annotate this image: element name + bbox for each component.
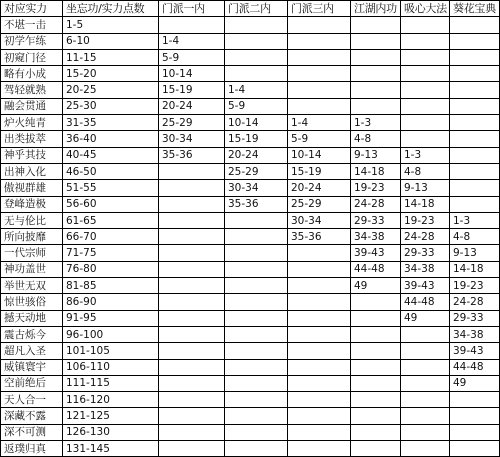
- range-cell: [225, 375, 288, 391]
- table-row: [1, 196, 500, 212]
- rank-name-cell: 深不可测: [1, 424, 63, 440]
- range-cell: [401, 441, 450, 457]
- rank-name-cell: 深藏不露: [1, 408, 63, 424]
- range-cell: [159, 261, 225, 277]
- range-cell: [351, 392, 401, 408]
- rank-name-cell: 出神入化: [1, 163, 63, 179]
- range-cell: [225, 359, 288, 375]
- rank-name-cell: 返璞归真: [1, 441, 63, 457]
- range-cell: 10-14: [159, 66, 225, 82]
- range-cell: 15-19: [159, 82, 225, 98]
- range-cell: 5-9: [225, 98, 288, 114]
- range-cell: [159, 326, 225, 342]
- rank-name-cell: 神功盖世: [1, 261, 63, 277]
- range-cell: 20-24: [225, 147, 288, 163]
- range-cell: 25-29: [159, 115, 225, 131]
- range-cell: 44-48: [450, 359, 500, 375]
- table-row: [1, 408, 500, 424]
- range-cell: 4-8: [351, 131, 401, 147]
- range-cell: [288, 66, 351, 82]
- range-cell: 39-43: [401, 278, 450, 294]
- rank-name-cell: 所向披靡: [1, 229, 63, 245]
- range-cell: 24-28: [351, 196, 401, 212]
- range-cell: 29-33: [401, 245, 450, 261]
- rank-name-cell: 空前绝后: [1, 375, 63, 391]
- range-cell: [288, 375, 351, 391]
- range-cell: 1-5: [63, 17, 159, 33]
- range-cell: 35-36: [159, 147, 225, 163]
- rank-name-cell: 威镇寰宇: [1, 359, 63, 375]
- range-cell: 1-3: [450, 212, 500, 228]
- range-cell: [159, 310, 225, 326]
- range-cell: [159, 245, 225, 261]
- header-cell: 葵花宝典: [450, 1, 500, 17]
- range-cell: [159, 163, 225, 179]
- range-cell: [288, 310, 351, 326]
- range-cell: 34-38: [450, 326, 500, 342]
- range-cell: 101-105: [63, 343, 159, 359]
- range-cell: [159, 441, 225, 457]
- range-cell: 39-43: [351, 245, 401, 261]
- range-cell: [351, 98, 401, 114]
- range-cell: [225, 229, 288, 245]
- range-cell: 14-18: [401, 196, 450, 212]
- range-cell: [159, 278, 225, 294]
- rank-name-cell: 一代宗师: [1, 245, 63, 261]
- range-cell: [159, 359, 225, 375]
- range-cell: [159, 196, 225, 212]
- range-cell: 20-24: [288, 180, 351, 196]
- range-cell: [288, 294, 351, 310]
- range-cell: 81-85: [63, 278, 159, 294]
- range-cell: 25-30: [63, 98, 159, 114]
- range-cell: [288, 359, 351, 375]
- rank-name-cell: 不堪一击: [1, 17, 63, 33]
- range-cell: [225, 294, 288, 310]
- range-cell: 9-13: [450, 245, 500, 261]
- table-row: [1, 310, 500, 326]
- range-cell: 49: [450, 375, 500, 391]
- table-row: [1, 82, 500, 98]
- range-cell: 46-50: [63, 163, 159, 179]
- table-row: [1, 343, 500, 359]
- range-cell: [450, 163, 500, 179]
- range-cell: [159, 424, 225, 440]
- range-cell: 35-36: [225, 196, 288, 212]
- range-cell: 6-10: [63, 33, 159, 49]
- header-cell: 对应实力: [1, 1, 63, 17]
- range-cell: [401, 343, 450, 359]
- table-row: [1, 33, 500, 49]
- range-cell: 1-4: [288, 115, 351, 131]
- range-cell: [450, 441, 500, 457]
- range-cell: [159, 375, 225, 391]
- range-cell: 34-38: [351, 229, 401, 245]
- rank-name-cell: 撼天动地: [1, 310, 63, 326]
- range-cell: [351, 82, 401, 98]
- range-cell: [159, 408, 225, 424]
- rank-name-cell: 出类拔萃: [1, 131, 63, 147]
- range-cell: [401, 98, 450, 114]
- range-cell: [288, 326, 351, 342]
- rank-name-cell: 略有小成: [1, 66, 63, 82]
- range-cell: 14-18: [450, 261, 500, 277]
- range-cell: 131-145: [63, 441, 159, 457]
- rank-name-cell: 炉火纯青: [1, 115, 63, 131]
- range-cell: 116-120: [63, 392, 159, 408]
- range-cell: [450, 196, 500, 212]
- range-cell: 86-90: [63, 294, 159, 310]
- range-cell: [351, 310, 401, 326]
- range-cell: [450, 180, 500, 196]
- range-cell: 44-48: [351, 261, 401, 277]
- range-cell: [225, 33, 288, 49]
- range-cell: 11-15: [63, 49, 159, 65]
- range-cell: 19-23: [351, 180, 401, 196]
- range-cell: 30-34: [288, 212, 351, 228]
- range-cell: [288, 98, 351, 114]
- range-cell: [351, 441, 401, 457]
- range-cell: [225, 310, 288, 326]
- range-cell: 10-14: [288, 147, 351, 163]
- range-cell: [225, 392, 288, 408]
- rank-name-cell: 初窥门径: [1, 49, 63, 65]
- range-cell: [159, 392, 225, 408]
- range-cell: 111-115: [63, 375, 159, 391]
- table-row: [1, 229, 500, 245]
- rank-name-cell: 初学乍练: [1, 33, 63, 49]
- range-cell: [351, 359, 401, 375]
- range-cell: [401, 66, 450, 82]
- range-cell: [450, 147, 500, 163]
- header-cell: 吸心大法: [401, 1, 450, 17]
- range-cell: [351, 66, 401, 82]
- range-cell: 24-28: [450, 294, 500, 310]
- table-row: [1, 424, 500, 440]
- range-cell: 121-125: [63, 408, 159, 424]
- range-cell: 35-36: [288, 229, 351, 245]
- table-row: [1, 98, 500, 114]
- range-cell: [351, 33, 401, 49]
- rank-name-cell: 傲视群雄: [1, 180, 63, 196]
- table-row: [1, 66, 500, 82]
- range-cell: 24-28: [401, 229, 450, 245]
- range-cell: [401, 359, 450, 375]
- header-cell: 坐忘功/实力点数: [63, 1, 159, 17]
- range-cell: [159, 212, 225, 228]
- rank-name-cell: 融会贯通: [1, 98, 63, 114]
- range-cell: [351, 343, 401, 359]
- range-cell: [450, 49, 500, 65]
- rank-name-cell: 天人合一: [1, 392, 63, 408]
- range-cell: 9-13: [401, 180, 450, 196]
- range-cell: [159, 229, 225, 245]
- rank-name-cell: 震古烁今: [1, 326, 63, 342]
- range-cell: [351, 17, 401, 33]
- table-row: [1, 359, 500, 375]
- range-cell: [401, 392, 450, 408]
- range-cell: 34-38: [401, 261, 450, 277]
- range-cell: [159, 180, 225, 196]
- rank-name-cell: 超凡入圣: [1, 343, 63, 359]
- range-cell: [401, 33, 450, 49]
- range-cell: [450, 66, 500, 82]
- range-cell: 19-23: [450, 278, 500, 294]
- table-row: [1, 163, 500, 179]
- range-cell: [159, 343, 225, 359]
- range-cell: 71-75: [63, 245, 159, 261]
- range-cell: [351, 326, 401, 342]
- range-cell: [288, 49, 351, 65]
- range-cell: [225, 441, 288, 457]
- range-cell: [225, 212, 288, 228]
- range-cell: [351, 424, 401, 440]
- range-cell: [225, 245, 288, 261]
- range-cell: 29-33: [450, 310, 500, 326]
- range-cell: [225, 278, 288, 294]
- range-cell: 30-34: [159, 131, 225, 147]
- range-cell: 15-20: [63, 66, 159, 82]
- range-cell: 5-9: [288, 131, 351, 147]
- range-cell: [351, 375, 401, 391]
- table-row: [1, 212, 500, 228]
- range-cell: [450, 424, 500, 440]
- range-cell: 25-29: [288, 196, 351, 212]
- range-cell: [401, 82, 450, 98]
- table-row: [1, 326, 500, 342]
- range-cell: 56-60: [63, 196, 159, 212]
- range-cell: [288, 82, 351, 98]
- range-cell: 10-14: [225, 115, 288, 131]
- range-cell: [450, 392, 500, 408]
- range-cell: [288, 408, 351, 424]
- range-cell: 29-33: [351, 212, 401, 228]
- header-cell: 门派一内: [159, 1, 225, 17]
- table-row: [1, 17, 500, 33]
- range-cell: 1-4: [159, 33, 225, 49]
- range-cell: [450, 98, 500, 114]
- table-row: [1, 392, 500, 408]
- range-cell: 36-40: [63, 131, 159, 147]
- range-cell: [288, 441, 351, 457]
- range-cell: [288, 392, 351, 408]
- table-row: [1, 131, 500, 147]
- range-cell: [159, 294, 225, 310]
- range-cell: [225, 17, 288, 33]
- table-row: [1, 147, 500, 163]
- range-cell: 1-4: [225, 82, 288, 98]
- rank-name-cell: 驾轻就熟: [1, 82, 63, 98]
- range-cell: [225, 326, 288, 342]
- range-cell: [351, 49, 401, 65]
- range-cell: [225, 261, 288, 277]
- table-row: [1, 245, 500, 261]
- table-row: [1, 441, 500, 457]
- range-cell: 31-35: [63, 115, 159, 131]
- header-row: [1, 1, 500, 17]
- range-cell: [401, 131, 450, 147]
- table-row: [1, 294, 500, 310]
- range-cell: 25-29: [225, 163, 288, 179]
- range-cell: [288, 17, 351, 33]
- range-cell: [288, 343, 351, 359]
- range-cell: [450, 17, 500, 33]
- range-cell: 49: [351, 278, 401, 294]
- range-cell: [351, 408, 401, 424]
- range-cell: 49: [401, 310, 450, 326]
- table-body: [1, 17, 500, 457]
- table-row: [1, 115, 500, 131]
- rank-name-cell: 登峰造极: [1, 196, 63, 212]
- rank-name-cell: 无与伦比: [1, 212, 63, 228]
- table-row: [1, 278, 500, 294]
- range-cell: [288, 261, 351, 277]
- header-cell: 江湖内功: [351, 1, 401, 17]
- range-cell: [288, 33, 351, 49]
- range-cell: 66-70: [63, 229, 159, 245]
- header-cell: 门派三内: [288, 1, 351, 17]
- range-cell: 40-45: [63, 147, 159, 163]
- range-cell: 91-95: [63, 310, 159, 326]
- table-row: [1, 180, 500, 196]
- range-cell: [401, 424, 450, 440]
- table-row: [1, 375, 500, 391]
- range-cell: 61-65: [63, 212, 159, 228]
- range-cell: [351, 294, 401, 310]
- range-cell: [401, 326, 450, 342]
- range-cell: [401, 375, 450, 391]
- range-cell: 15-19: [288, 163, 351, 179]
- range-cell: 39-43: [450, 343, 500, 359]
- range-cell: 96-100: [63, 326, 159, 342]
- table-row: [1, 261, 500, 277]
- range-cell: 5-9: [159, 49, 225, 65]
- range-cell: 20-24: [159, 98, 225, 114]
- range-cell: [401, 17, 450, 33]
- range-cell: [450, 131, 500, 147]
- rank-name-cell: 神乎其技: [1, 147, 63, 163]
- range-cell: 1-3: [401, 147, 450, 163]
- table-row: [1, 49, 500, 65]
- range-cell: [225, 66, 288, 82]
- range-cell: [225, 408, 288, 424]
- range-cell: [450, 408, 500, 424]
- range-cell: [225, 49, 288, 65]
- range-cell: [288, 278, 351, 294]
- range-cell: [450, 82, 500, 98]
- range-cell: 9-13: [351, 147, 401, 163]
- range-cell: 15-19: [225, 131, 288, 147]
- range-cell: 4-8: [401, 163, 450, 179]
- range-cell: 126-130: [63, 424, 159, 440]
- range-cell: 14-18: [351, 163, 401, 179]
- range-cell: [288, 245, 351, 261]
- range-cell: 1-3: [351, 115, 401, 131]
- header-cell: 门派二内: [225, 1, 288, 17]
- range-cell: 76-80: [63, 261, 159, 277]
- range-cell: 19-23: [401, 212, 450, 228]
- rank-name-cell: 举世无双: [1, 278, 63, 294]
- range-cell: [159, 17, 225, 33]
- range-cell: [225, 424, 288, 440]
- rank-name-cell: 惊世骇俗: [1, 294, 63, 310]
- range-cell: [288, 424, 351, 440]
- range-cell: [450, 115, 500, 131]
- range-cell: 106-110: [63, 359, 159, 375]
- range-cell: 44-48: [401, 294, 450, 310]
- range-cell: 20-25: [63, 82, 159, 98]
- range-cell: 30-34: [225, 180, 288, 196]
- range-cell: [225, 343, 288, 359]
- range-cell: [401, 408, 450, 424]
- range-cell: [401, 49, 450, 65]
- range-cell: 51-55: [63, 180, 159, 196]
- range-cell: 4-8: [450, 229, 500, 245]
- range-cell: [450, 33, 500, 49]
- range-cell: [401, 115, 450, 131]
